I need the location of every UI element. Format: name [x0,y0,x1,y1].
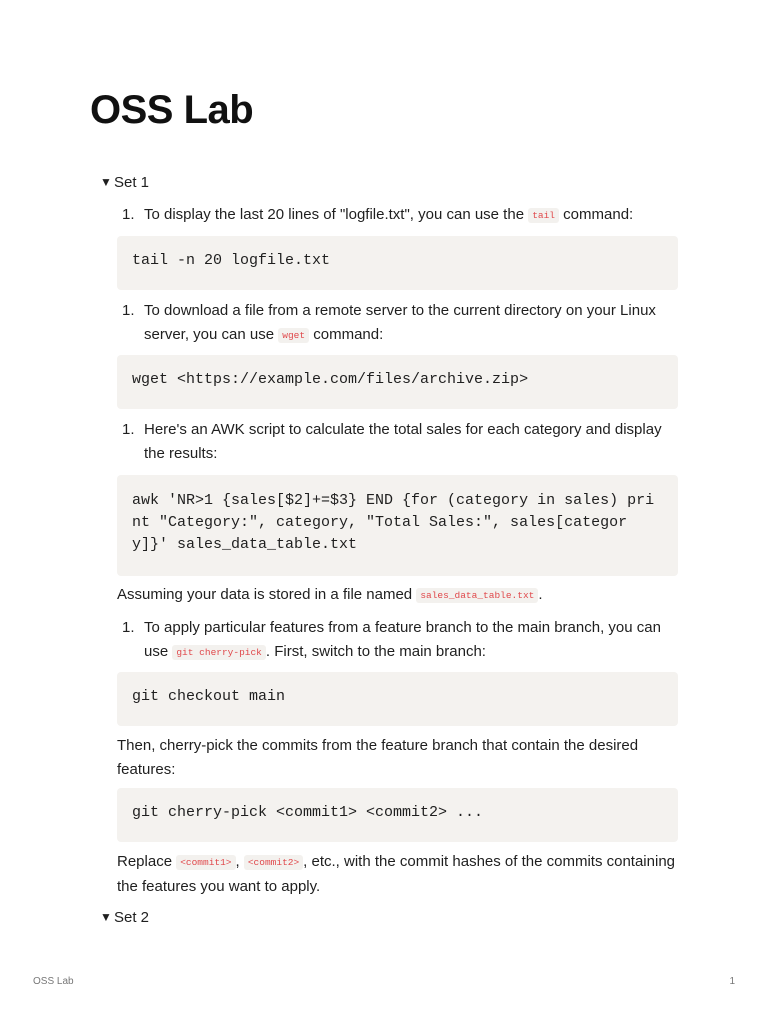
code-line: y]}' sales_data_table.txt [132,536,358,553]
code-block [117,475,678,576]
text-segment: To display the last 20 lines of "logfile.txt", you can use the [144,206,529,223]
text-segment: . [538,586,543,603]
code-block: git checkout main [117,672,678,726]
triangle-down-icon: ▼ [100,175,112,189]
list-number: 1. [122,206,135,223]
inline-code: sales_data_table.txt [416,588,538,603]
text-segment: command: [559,206,634,223]
inline-code: <commit2> [244,855,303,870]
text-segment: To download a file from a remote server to the current directory on your Linux server, you can use [144,302,656,343]
toggle-label: Set 1 [114,174,150,191]
toggle-set-2[interactable] [100,907,149,928]
list-number: 1. [122,619,135,636]
text-segment: Assuming your data is stored in a file named [117,586,417,603]
code-block: tail -n 20 logfile.txt [117,236,678,290]
code-line: nt "Category:", category, "Total Sales:", sales[categor [132,514,628,531]
code-block: git cherry-pick <commit1> <commit2> ... [117,788,678,842]
list-number: 1. [122,421,135,438]
text-segment: command: [309,326,384,343]
list-number: 1. [122,302,135,319]
footer-title: OSS Lab [33,976,74,987]
text-segment: , etc., with the commit hashes of the commits containing the features you want to apply. [117,853,676,895]
list-item [122,203,678,228]
page-title: OSS Lab [90,88,254,132]
text-segment: . First, switch to the main branch: [265,643,486,660]
inline-code: git cherry-pick [172,645,266,660]
list-item-text [144,203,678,228]
list-item [122,616,678,665]
paragraph [117,583,678,608]
inline-code: tail [528,208,559,223]
text-segment: To apply particular features from a feature branch to the main branch, you can use [144,619,661,660]
list-item-text: Here's an AWK script to calculate the total sales for each category and display the results: [144,421,662,462]
toggle-label: Set 2 [114,909,150,926]
list-item [122,418,678,466]
paragraph [117,850,678,899]
list-item-text [144,616,678,665]
triangle-down-icon: ▼ [100,910,112,924]
list-item-text [144,299,678,348]
list-item [122,299,678,348]
inline-code: wget [278,328,309,343]
inline-code: <commit1> [176,855,235,870]
text-segment: Replace [117,853,177,870]
text-segment: , [235,853,244,870]
page-number: 1 [729,976,735,987]
paragraph: Then, cherry-pick the commits from the feature branch that contain the desired features: [117,737,639,778]
code-line: awk 'NR>1 {sales[$2]+=$3} END {for (category in sales) pri [132,492,655,509]
code-block: wget <https://example.com/files/archive.zip> [117,355,678,409]
toggle-set-1[interactable] [100,172,149,193]
